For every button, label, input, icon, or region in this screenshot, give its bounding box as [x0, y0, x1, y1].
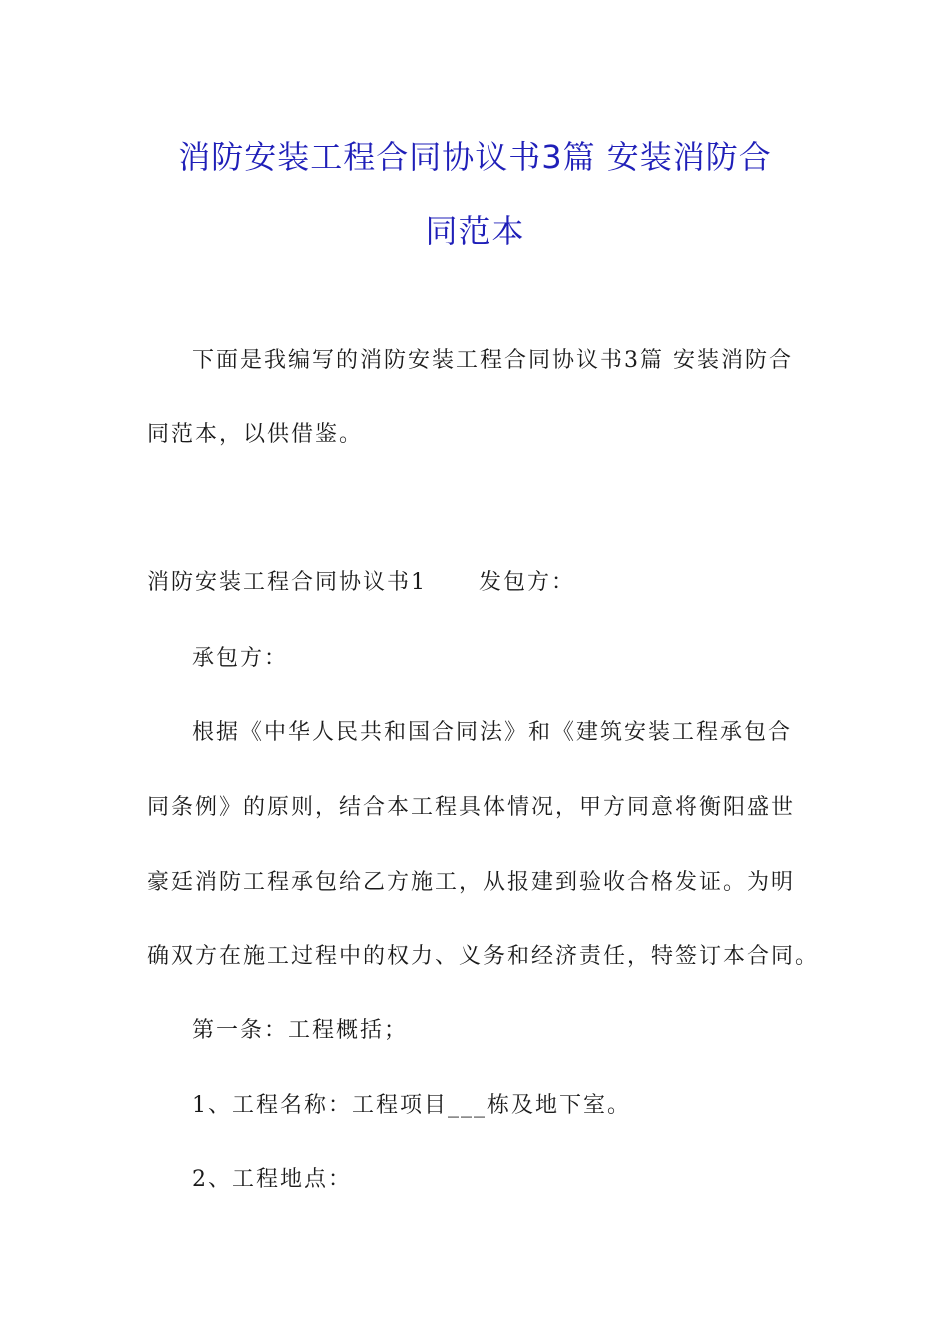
article-1-heading: 第一条：工程概括； — [192, 1018, 409, 1043]
intro-line-2: 同范本，以供借鉴。 — [147, 422, 364, 447]
document-title-line-1: 消防安装工程合同协议书3篇 安装消防合 — [178, 138, 772, 176]
contractor-label: 承包方： — [192, 646, 289, 671]
document-title-line-2: 同范本 — [425, 212, 525, 250]
item-1: 1、工程名称：工程项目___栋及地下室。 — [192, 1093, 631, 1118]
section-heading-row — [147, 568, 575, 598]
para-line-3: 豪廷消防工程承包给乙方施工，从报建到验收合格发证。为明 — [147, 870, 796, 895]
para-line-2: 同条例》的原则，结合本工程具体情况，甲方同意将衡阳盛世 — [147, 795, 796, 820]
para-line-1: 根据《中华人民共和国合同法》和《建筑安装工程承包合 — [192, 720, 793, 745]
item-2: 2、工程地点： — [192, 1167, 352, 1192]
intro-line-1: 下面是我编写的消防安装工程合同协议书3篇 安装消防合 — [192, 348, 793, 373]
employer-label: 发包方： — [479, 570, 576, 595]
para-line-4: 确双方在施工过程中的权力、义务和经济责任，特签订本合同。 — [147, 944, 820, 969]
section-heading: 消防安装工程合同协议书1 — [147, 570, 427, 595]
